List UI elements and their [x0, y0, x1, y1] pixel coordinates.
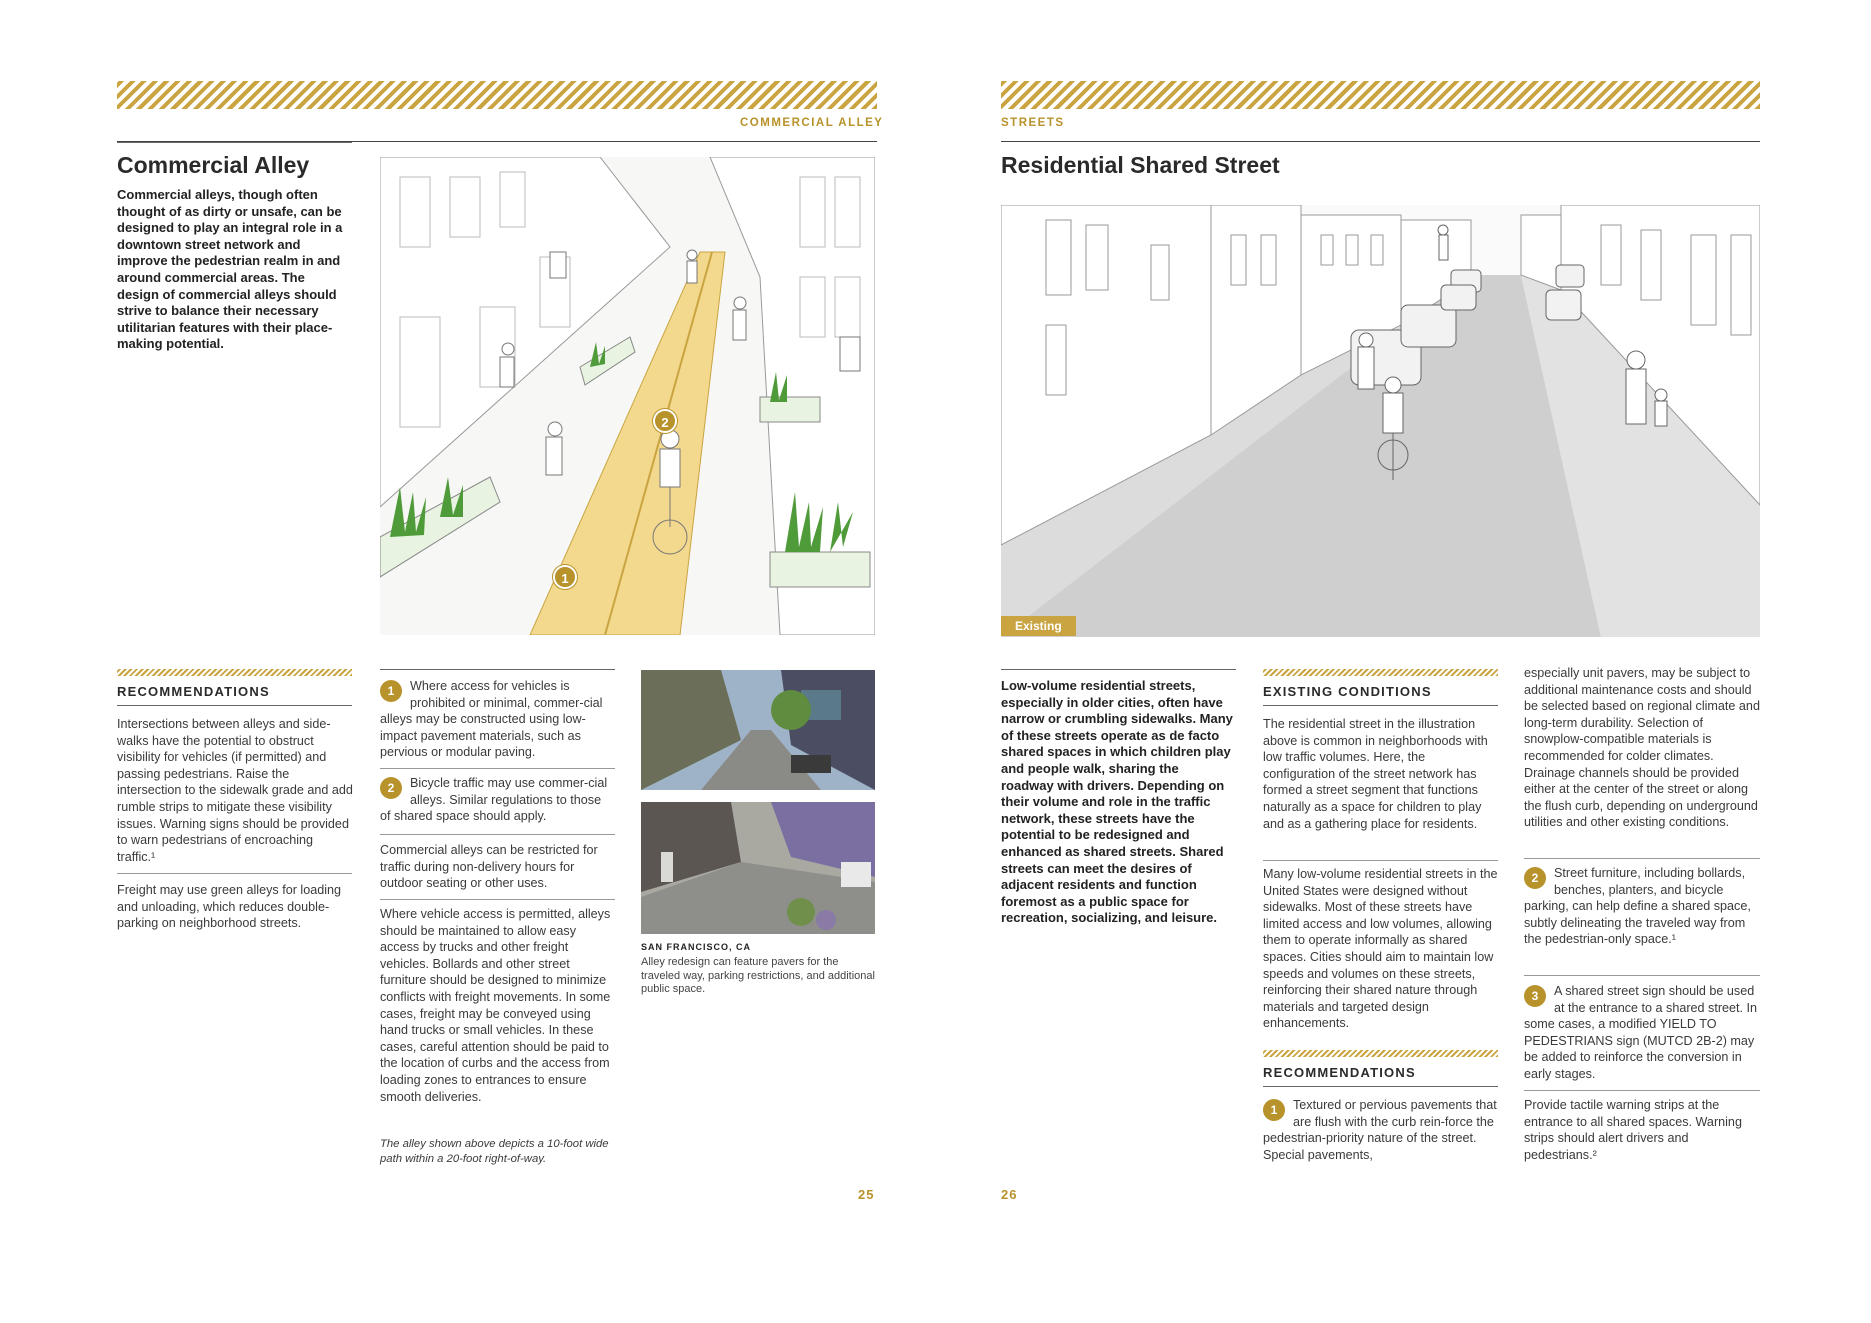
- alley-photo-bottom: [641, 802, 875, 934]
- recommendations-hatch: [117, 669, 352, 676]
- rec-item-3-number: 3: [1524, 985, 1546, 1007]
- street-drawing: [1001, 205, 1760, 637]
- existing-tag: Existing: [1001, 616, 1076, 636]
- marker-1: 1: [553, 565, 577, 589]
- recommendations-rule: [117, 705, 352, 706]
- header-hatch-band: [117, 81, 877, 109]
- lead-top-rule: [1001, 669, 1236, 670]
- item-1-number: 1: [380, 680, 402, 702]
- col3-paragraph-1: especially unit pavers, may be subject to additional maintenance costs and should be selected based on regional climate and long-term durability. Selection of snowplow-compatible materials is recommended for colder climates. Drainage channels should be provided either at the center of the street or along the flush curb, depending on underground utilities and other existing conditions.: [1524, 666, 1760, 830]
- page-title: Commercial Alley: [117, 152, 310, 178]
- item-1-text: Where access for vehicles is prohibited or minimal, commer-cial alleys may be constructed using low-impact pavement materials, such as pervious or modular paving.: [380, 679, 603, 760]
- page-title-right: Residential Shared Street: [1001, 152, 1280, 178]
- title-rule: [117, 142, 352, 143]
- section-label-right: STREETS: [1001, 117, 1065, 129]
- section-label: COMMERCIAL ALLEY: [740, 117, 884, 129]
- page-number-right: 26: [1001, 1187, 1018, 1202]
- recommendations-heading: RECOMMENDATIONS: [117, 684, 270, 699]
- existing-paragraph-2: Many low-volume residential streets in the United States were designed without sidewalks. Most of these streets have limited access and low volumes, allowing them to operate informally as shared spaces. Cities should aim to maintain low speeds and volumes on these streets, reinforcing their shared nature through materials and targeted design enhancements.: [1263, 867, 1498, 1031]
- header-rule-right: [1001, 141, 1760, 142]
- rec-divider: [117, 873, 352, 874]
- header-hatch-band-right: [1001, 81, 1760, 109]
- existing-conditions-heading: EXISTING CONDITIONS: [1263, 684, 1432, 699]
- lead-text: Commercial alleys, though often thought of as dirty or unsafe, can be designed to play an integral role in a downtown street network and improve the pedestrian realm in and around commercial areas. The design of commercial alleys should strive to balance their necessary utilitarian features with their place-making potential.: [117, 187, 343, 352]
- recommendations-hatch-right: [1263, 1050, 1498, 1057]
- rec-paragraph-1: Intersections between alleys and side-walks have the potential to obstruct visibility for vehicles (if permitted) and passing pedestrians. Raise the intersection to the sidewalk grade and add rumble strips to mitigate these visibility issues. Warning signs should be provided to warn pedestrians of encroaching traffic.¹: [117, 717, 353, 864]
- commercial-alley-illustration: [380, 157, 875, 635]
- rec-item-3-text: A shared street sign should be used at the entrance to a shared street. In some cases, a modified YIELD TO PEDESTRIANS sign (MUTCD 2B-2) may be added to reinforce the conversion in early stages.: [1524, 984, 1758, 1081]
- item-2: [380, 775, 612, 825]
- existing-paragraph-1: The residential street in the illustration above is common in neighborhoods with low traffic volumes. Here, the configuration of the street network has formed a street segment that functions naturally as a space for children to play and as a gathering place for residents.: [1263, 717, 1488, 831]
- existing-rule: [1263, 705, 1498, 706]
- existing-divider: [1263, 860, 1498, 861]
- item-1: [380, 678, 612, 761]
- col3-divider-1: [1524, 858, 1760, 859]
- existing-hatch: [1263, 669, 1498, 676]
- rec-item-1: [1263, 1097, 1499, 1163]
- items-top-rule: [380, 669, 615, 670]
- item-2-text: Bicycle traffic may use commer-cial alleys. Similar regulations to those of shared space should apply.: [380, 776, 608, 824]
- alley-photo-top: [641, 670, 875, 790]
- recommendations-heading-right: RECOMMENDATIONS: [1263, 1065, 1416, 1080]
- item-divider-2: [380, 834, 615, 835]
- rec-item-1-number: 1: [1263, 1099, 1285, 1121]
- page-number-left: 25: [858, 1187, 875, 1202]
- lead-text-right: Low-volume residential streets, especially in older cities, often have narrow or crumbling sidewalks. Many of these streets operate as de facto shared spaces in which children play and people walk, sharing the roadway with drivers. Depending on their volume and role in the traffic network, these streets have the potential to be redesigned and enhanced as shared streets. Shared streets can meet the desires of adjacent residents and function foremost as a public space for recreation, socializing, and leisure.: [1001, 678, 1233, 926]
- col3-last-paragraph: Provide tactile warning strips at the entrance to all shared spaces. Warning strips should alert drivers and pedestrians.²: [1524, 1098, 1742, 1162]
- alley-note: The alley shown above depicts a 10-foot wide path within a 20-foot right-of-way.: [380, 1138, 609, 1165]
- residential-street-illustration: [1001, 205, 1760, 637]
- col3-divider-2: [1524, 975, 1760, 976]
- recommendations-rule-right: [1263, 1086, 1498, 1087]
- rec-item-2: [1524, 865, 1760, 948]
- rec-item-2-text: Street furniture, including bollards, benches, planters, and bicycle parking, can help define a shared space, subtly delineating the traveled way from the pedestrian-only space.¹: [1524, 866, 1751, 947]
- item-divider-1: [380, 768, 615, 769]
- marker-2: 2: [653, 409, 677, 433]
- item-4: Where vehicle access is permitted, alleys should be maintained to allow easy access by trucks and other freight vehicles. Bollards and other street furniture should be designed to minimize conflicts with freight movements. In some cases, freight may be conveyed using hand trucks or small vehicles. In these cases, careful attention should be paid to the location of curbs and the access from loading zones to entrances to ensure smooth deliveries.: [380, 907, 611, 1104]
- photo-caption-title: SAN FRANCISCO, CA: [641, 942, 752, 952]
- col3-divider-3: [1524, 1090, 1760, 1091]
- rec-paragraph-2: Freight may use green alleys for loading and unloading, which reduces double-parking on neighborhood streets.: [117, 883, 342, 931]
- photo-caption: Alley redesign can feature pavers for the traveled way, parking restrictions, and additional public space.: [641, 956, 875, 995]
- rec-item-2-number: 2: [1524, 867, 1546, 889]
- item-2-number: 2: [380, 777, 402, 799]
- rec-item-3: [1524, 983, 1760, 1083]
- rec-item-1-text: Textured or pervious pavements that are flush with the curb rein-force the pedestrian-priority nature of the street. Special pavements,: [1263, 1098, 1497, 1162]
- item-divider-3: [380, 899, 615, 900]
- alley-drawing: [380, 157, 875, 635]
- item-3: Commercial alleys can be restricted for traffic during non-delivery hours for outdoor seating or other uses.: [380, 843, 598, 891]
